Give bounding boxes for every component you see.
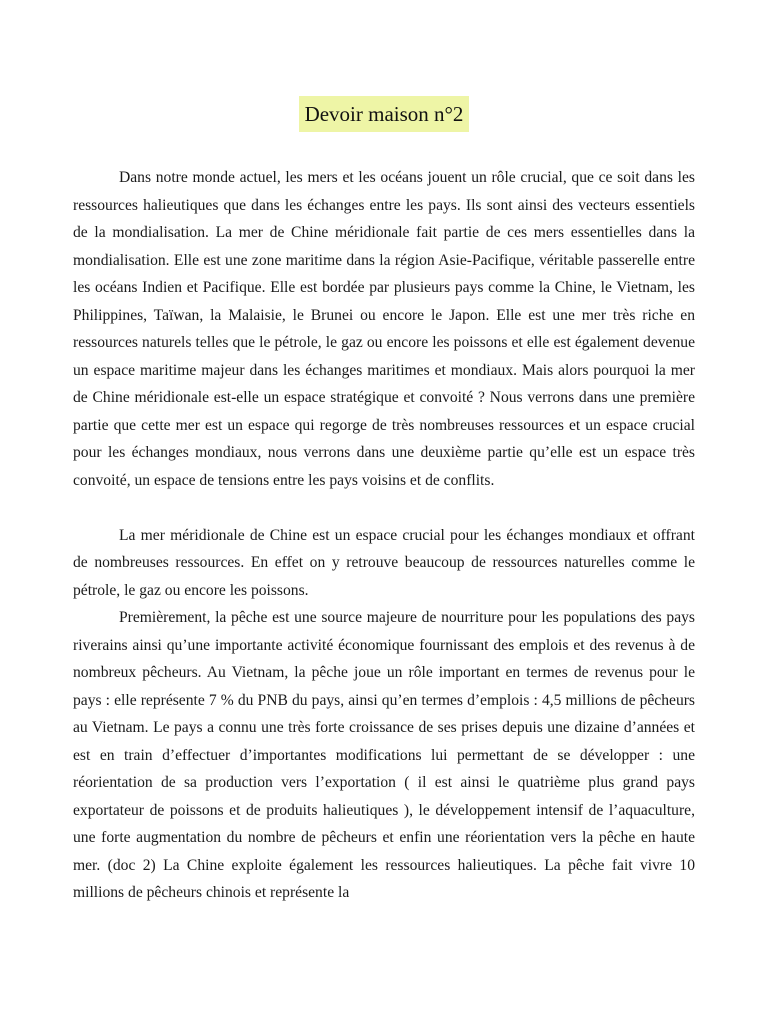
paragraph-part-one-intro: La mer méridionale de Chine est un espace crucial pour les échanges mondiaux et offrant de nombreuses ressources. En effet on y retrouve beaucoup de ressources naturelles comme le pétrole, le gaz ou encore les poissons. — [73, 526, 695, 599]
document-body — [73, 164, 695, 907]
paragraph-fishing: Premièrement, la pêche est une source majeure de nourriture pour les populations des pays riverains ainsi qu’une importante activité économique fournissant des emplois et des revenus à de nombreux pêcheurs. Au Vietnam, la pêche joue un rôle important en termes de revenus pour le pays : elle représente 7 % du PNB du pays, ainsi qu’en termes d’emplois : 4,5 millions de pêcheurs au Vietnam. Le pays a connu une très forte croissance de ses prises depuis une dizaine d’années et est en train d’effectuer d’importantes modifications lui permettant de se développer : une réorientation de sa production vers l’exportation ( il est ainsi le quatrième plus grand pays exportateur de poissons et de produits halieutiques ), le développement intensif de l’aquaculture, une forte augmentation du nombre de pêcheurs et enfin une réorientation vers la pêche en haute mer. (doc 2) La Chine exploite également les ressources halieutiques. La pêche fait vivre 10 millions de pêcheurs chinois et représente la — [73, 609, 695, 901]
document-title: Devoir maison n°2 — [299, 96, 470, 132]
title-container — [0, 96, 768, 132]
paragraph-introduction: Dans notre monde actuel, les mers et les océans jouent un rôle crucial, que ce soit dans les ressources halieutiques que dans les échanges entre les pays. Ils sont ainsi des vecteurs essentiels de la mondialisation. La mer de Chine méridionale fait partie de ces mers essentielles dans la mondialisation. Elle est une zone maritime dans la région Asie-Pacifique, véritable passerelle entre les océans Indien et Pacifique. Elle est bordée par plusieurs pays comme la Chine, le Vietnam, les Philippines, Taïwan, la Malaisie, le Brunei ou encore le Japon. Elle est une mer très riche en ressources naturels telles que le pétrole, le gaz ou encore les poissons et elle est également devenue un espace maritime majeur dans les échanges maritimes et mondiaux. Mais alors pourquoi la mer de Chine méridionale est-elle un espace stratégique et convoité ? Nous verrons dans une première partie que cette mer est un espace qui regorge de très nombreuses ressources et un espace crucial pour les échanges mondiaux, nous verrons dans une deuxième partie qu’elle est un espace très convoité, un espace de tensions entre les pays voisins et de conflits. — [73, 169, 695, 489]
